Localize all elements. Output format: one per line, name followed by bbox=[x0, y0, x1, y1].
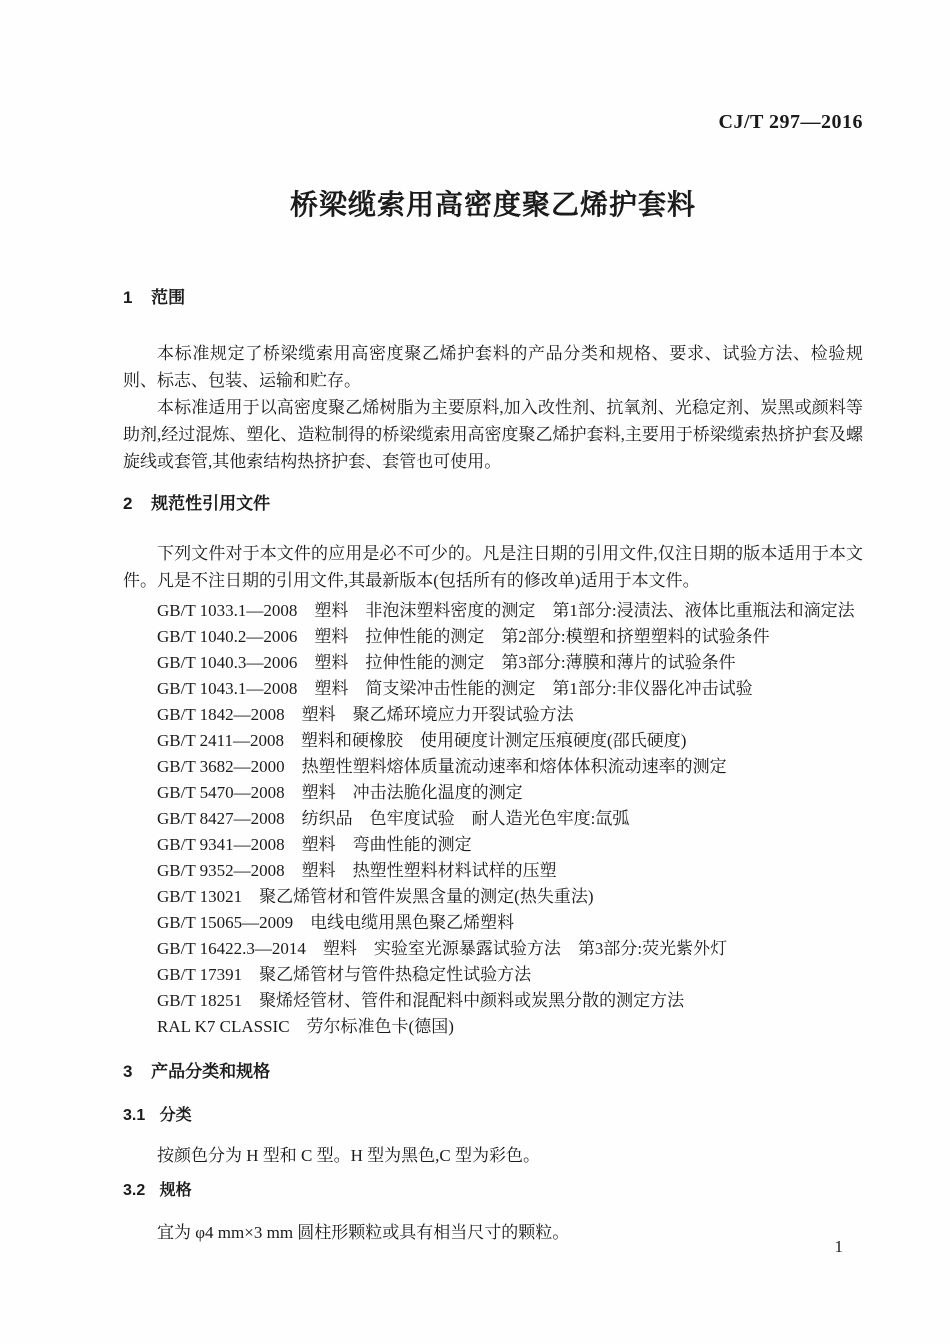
classification-text: 按颜色分为 H 型和 C 型。H 型为黑色,C 型为彩色。 bbox=[157, 1146, 540, 1165]
section-3-1-heading bbox=[123, 1106, 863, 1126]
page-number: 1 bbox=[834, 1237, 843, 1256]
reference-item: RAL K7 CLASSIC 劳尔标准色卡(德国) bbox=[157, 1017, 454, 1036]
section-3-heading bbox=[123, 1062, 863, 1082]
reference-item: GB/T 13021 聚乙烯管材和管件炭黑含量的测定(热失重法) bbox=[157, 887, 594, 906]
section-3-title: 产品分类和规格 bbox=[151, 1062, 271, 1081]
section-3-2-number: 3.2 bbox=[123, 1182, 146, 1199]
document-title: 桥梁缆索用高密度聚乙烯护套料 bbox=[289, 189, 696, 220]
reference-item: GB/T 2411—2008 塑料和硬橡胶 使用硬度计测定压痕硬度(邵氏硬度) bbox=[157, 731, 687, 750]
standard-code: CJ/T 297—2016 bbox=[718, 111, 863, 133]
section-2-heading bbox=[123, 494, 863, 514]
section-2-title: 规范性引用文件 bbox=[151, 494, 271, 513]
reference-item: GB/T 9341—2008 塑料 弯曲性能的测定 bbox=[157, 835, 472, 854]
section-1-title: 范围 bbox=[151, 288, 186, 307]
reference-item: GB/T 9352—2008 塑料 热塑性塑料材料试样的压塑 bbox=[157, 861, 557, 880]
reference-item: GB/T 16422.3—2014 塑料 实验室光源暴露试验方法 第3部分:荧光紫外灯 bbox=[157, 939, 728, 958]
section-1-heading bbox=[123, 288, 863, 308]
section-1-number: 1 bbox=[123, 288, 133, 307]
reference-item: GB/T 18251 聚烯烃管材、管件和混配料中颜料或炭黑分散的测定方法 bbox=[157, 991, 685, 1010]
section-3-number: 3 bbox=[123, 1062, 133, 1081]
references-intro: 下列文件对于本文件的应用是必不可少的。凡是注日期的引用文件,仅注日期的版本适用于本文件。凡是不注日期的引用文件,其最新版本(包括所有的修改单)适用于本文件。 bbox=[123, 544, 863, 590]
scope-paragraph-2: 本标准适用于以高密度聚乙烯树脂为主要原料,加入改性剂、抗氧剂、光稳定剂、炭黑或颜料等助剂,经过混炼、塑化、造粒制得的桥梁缆索用高密度聚乙烯护套料,主要用于桥梁缆索热挤护套及螺旋线或套管,其他索结构热挤护套、套管也可使用。 bbox=[123, 398, 863, 471]
scope-paragraph-1: 本标准规定了桥梁缆索用高密度聚乙烯护套料的产品分类和规格、要求、试验方法、检验规则、标志、包装、运输和贮存。 bbox=[123, 344, 863, 390]
reference-item: GB/T 8427—2008 纺织品 色牢度试验 耐人造光色牢度:氙弧 bbox=[157, 809, 630, 828]
content-column bbox=[123, 0, 863, 1246]
section-3-2-title: 规格 bbox=[159, 1182, 192, 1199]
reference-item: GB/T 1043.1—2008 塑料 简支梁冲击性能的测定 第1部分:非仪器化冲击试验 bbox=[157, 679, 753, 698]
specification-text: 宜为 φ4 mm×3 mm 圆柱形颗粒或具有相当尺寸的颗粒。 bbox=[157, 1223, 570, 1242]
reference-item: GB/T 1040.2—2006 塑料 拉伸性能的测定 第2部分:模塑和挤塑塑料的试验条件 bbox=[157, 627, 770, 646]
reference-item: GB/T 17391 聚乙烯管材与管件热稳定性试验方法 bbox=[157, 965, 532, 984]
reference-item: GB/T 1842—2008 塑料 聚乙烯环境应力开裂试验方法 bbox=[157, 705, 574, 724]
section-3-1-number: 3.1 bbox=[123, 1107, 146, 1124]
reference-item: GB/T 5470—2008 塑料 冲击法脆化温度的测定 bbox=[157, 783, 523, 802]
reference-item: GB/T 3682—2000 热塑性塑料熔体质量流动速率和熔体体积流动速率的测定 bbox=[157, 757, 727, 776]
section-2-number: 2 bbox=[123, 494, 133, 513]
section-3-1-title: 分类 bbox=[159, 1107, 192, 1124]
reference-item: GB/T 1033.1—2008 塑料 非泡沫塑料密度的测定 第1部分:浸渍法、液体比重瓶法和滴定法 bbox=[157, 601, 855, 620]
references-list bbox=[123, 598, 863, 1040]
reference-item: GB/T 1040.3—2006 塑料 拉伸性能的测定 第3部分:薄膜和薄片的试验条件 bbox=[157, 653, 736, 672]
section-3-2-heading bbox=[123, 1181, 863, 1201]
reference-item: GB/T 15065—2009 电线电缆用黑色聚乙烯塑料 bbox=[157, 913, 515, 932]
